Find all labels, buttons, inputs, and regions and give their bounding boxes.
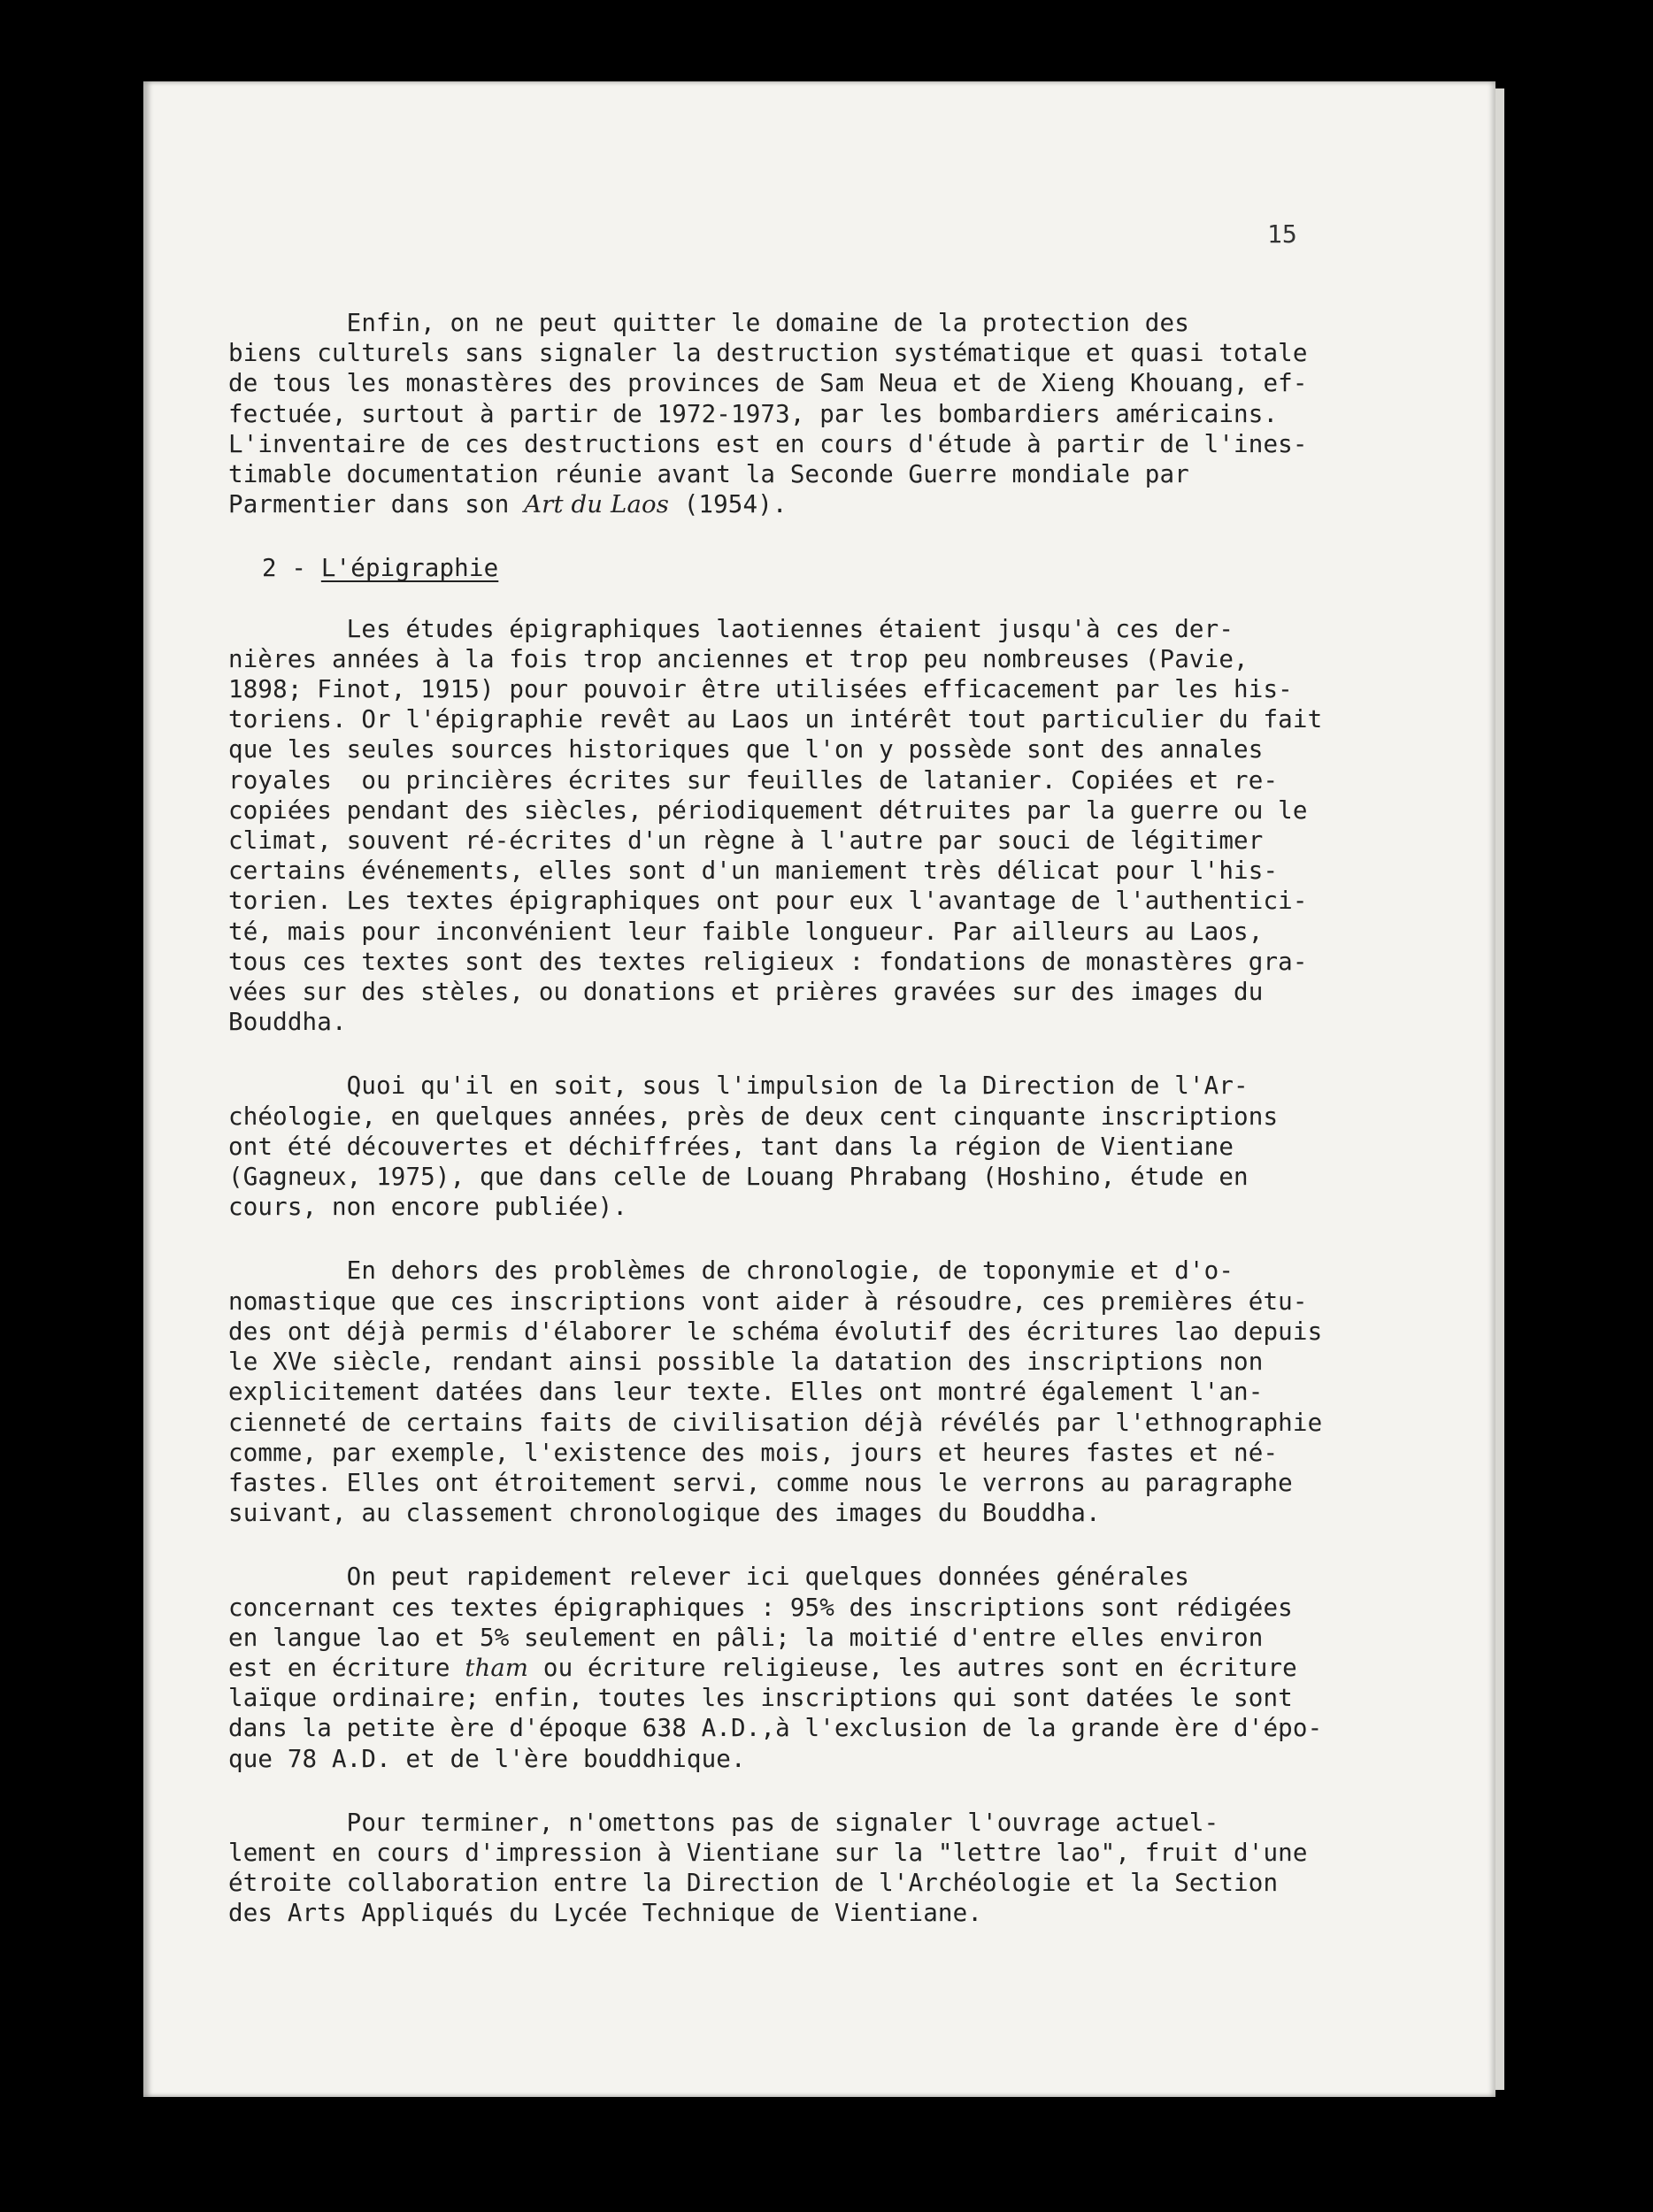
page-edge — [1495, 88, 1504, 2090]
section-heading — [228, 553, 1352, 583]
paragraph-general-data — [228, 1562, 1352, 1773]
paragraph-epigraphy-intro: Les études épigraphiques laotiennes étaient jusqu'à ces der- nières années à la fois trop anciennes et trop peu nombreuses (Pavie, 1898; Finot, 1915) pour pouvoir être utilisées efficacement par les his- toriens. Or l'épigraphie revêt au Laos un intérêt tout particulier du fait que les seules sources historiques que l'on y possède sont des annales royales ou princières écrites sur feuilles de latanier. Copiées et re- copiées pendant des siècles, périodiquement détruites par la guerre ou le climat, souvent ré-écrites d'un règne à l'autre par souci de légitimer certains événements, elles sont d'un maniement très délicat pour l'his- torien. Les textes épigraphiques ont pour eux l'avantage de l'authentici- té, mais pour inconvénient leur faible longueur. Par ailleurs au Laos, tous ces textes sont des textes religieux : fondations de monastères gra- vées sur des stèles, ou donations et prières gravées sur des images du Bouddha. — [228, 614, 1323, 1037]
section-title: L'épigraphie — [320, 554, 499, 583]
section-number: 2 - — [262, 554, 321, 583]
paragraph-inscriptions: Quoi qu'il en soit, sous l'impulsion de la Direction de l'Ar- chéologie, en quelques années, près de deux cent cinquante inscriptions ont été découvertes et déchiffrées, tant dans la région de Vientiane (Gagneux, 1975), que dans celle de Louang Phrabang (Hoshino, étude en cours, non encore publiée). — [228, 1071, 1279, 1222]
paragraph-conclusion: Pour terminer, n'omettons pas de signaler l'ouvrage actuel- lement en cours d'impression à Vientiane sur la "lettre lao", fruit d'une étroite collaboration entre la Direction de l'Archéologie et la Section des Arts Appliqués du Lycée Technique de Vientiane. — [228, 1808, 1308, 1928]
body-text — [228, 308, 1352, 1929]
script-term: tham — [465, 1653, 529, 1682]
paragraph-text-end: ou écriture religieuse, les autres sont en écriture laïque ordinaire; enfin, toutes les inscriptions qui sont datées le sont dans la petite ère d'époque 638 A.D.,à l'exclusion de la grande ère d'épo- que 78 A.D. et de l'ère bouddhique. — [228, 1653, 1323, 1773]
paragraph-text: On peut rapidement relever ici quelques données générales concernant ces textes épigraphiques : 95% des inscriptions sont rédigées en langue lao et 5% seulement en pâli; la moitié d'entre elles environ est en écriture — [228, 1563, 1293, 1682]
book-title: Art du Laos — [524, 490, 669, 519]
page-number: 15 — [1267, 219, 1297, 249]
paragraph-text-end: (1954). — [668, 490, 788, 519]
paragraph-destruction — [228, 308, 1352, 519]
paragraph-text: Enfin, on ne peut quitter le domaine de la protection des biens culturels sans signaler la destruction systématique et quasi totale de tous les monastères des provinces de Sam Neua et de Xieng Khouang, ef- fectuée, surtout à partir de 1972-1973, par les bombardiers américains. L'inventaire de ces destructions est en cours d'étude à partir de l'ines- timable documentation réunie avant la Seconde Guerre mondiale par Parmentier dans son — [228, 309, 1308, 519]
paragraph-chronology: En dehors des problèmes de chronologie, de toponymie et d'o- nomastique que ces inscriptions vont aider à résoudre, ces premières étu- des ont déjà permis d'élaborer le schéma évolutif des écritures lao depuis le XVe siècle, rendant ainsi possible la datation des inscriptions non explicitement datées dans leur texte. Elles ont montré également l'an- cienneté de certains faits de civilisation déjà révélés par l'ethnographie comme, par exemple, l'existence des mois, jours et heures fastes et né- fastes. Elles ont étroitement servi, comme nous le verrons au paragraphe suivant, au classement chronologique des images du Bouddha. — [228, 1256, 1323, 1528]
